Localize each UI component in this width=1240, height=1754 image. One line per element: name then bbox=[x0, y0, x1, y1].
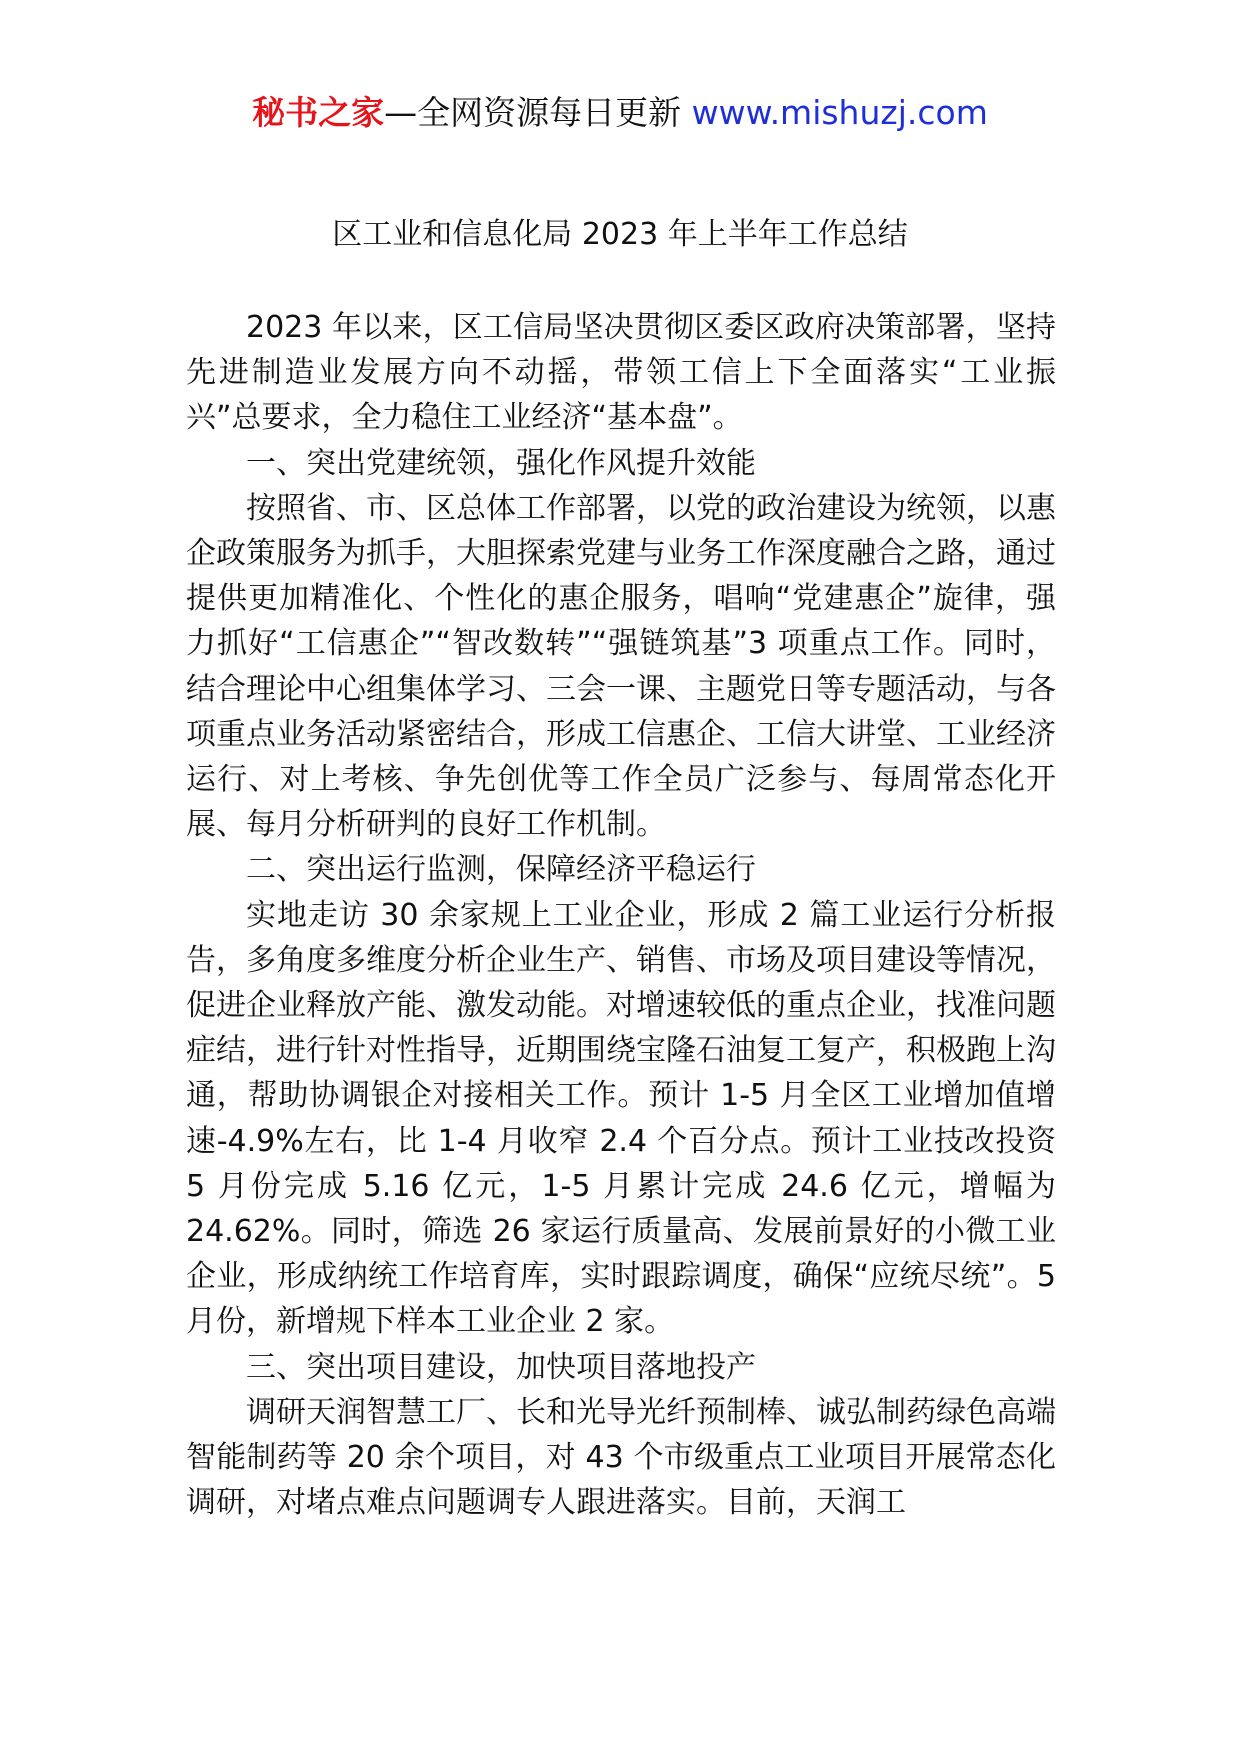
intro-paragraph: 2023 年以来，区工信局坚决贯彻区委区政府决策部署，坚持先进制造业发展方向不动摇，带领工信上下全面落实“工业振兴”总要求，全力稳住工业经济“基本盘”。 bbox=[186, 310, 1056, 436]
document-body bbox=[186, 305, 1056, 1525]
site-header bbox=[0, 90, 1240, 136]
site-url-link[interactable]: www.mishuzj.com bbox=[691, 93, 988, 132]
section-paragraph-3: 调研天润智慧工厂、长和光导光纤预制棒、诚弘制药绿色高端智能制药等 20 余个项目，对 43 个市级重点工业项目开展常态化调研，对堵点难点问题调专人跟进落实。目前，天润工 bbox=[186, 1394, 1056, 1521]
section-heading-1: 一、突出党建统领，强化作风提升效能 bbox=[246, 445, 756, 481]
site-tagline: —全网资源每日更新 bbox=[384, 93, 692, 132]
site-brand: 秘书之家 bbox=[252, 93, 385, 132]
section-heading-3: 三、突出项目建设，加快项目落地投产 bbox=[246, 1349, 756, 1385]
section-paragraph-1: 按照省、市、区总体工作部署，以党的政治建设为统领，以惠企政策服务为抓手，大胆探索党建与业务工作深度融合之路，通过提供更加精准化、个性化的惠企服务，唱响“党建惠企”旋律，强力抓好“工信惠企”“智改数转”“强链筑基”3 项重点工作。同时，结合理论中心组集体学习、三会一课、主题党日等专题活动，与各项重点业务活动紧密结合，形成工信惠企、工信大讲堂、工业经济运行、对上考核、争先创优等工作全员广泛参与、每周常态化开展、每月分析研判的良好工作机制。 bbox=[186, 490, 1056, 843]
document-title: 区工业和信息化局 2023 年上半年工作总结 bbox=[332, 217, 908, 252]
section-paragraph-2: 实地走访 30 余家规上工业企业，形成 2 篇工业运行分析报告，多角度多维度分析企业生产、销售、市场及项目建设等情况，促进企业释放产能、激发动能。对增速较低的重点企业，找准问题症结，进行针对性指导，近期围绕宝隆石油复工复产，积极跑上沟通，帮助协调银企对接相关工作。预计 1-5 月全区工业增加值增速-4.9%左右，比 1-4 月收窄 2.4 个百分点。预计工业技改投资 5 月份完成 5.16 亿元，1-5 月累计完成 24.6 亿元，增幅为 24.62%。同时，筛选 26 家运行质量高、发展前景好的小微工业企业，形成纳统工作培育库，实时跟踪调度，确保“应统尽统”。5 月份，新增规下样本工业企业 2 家。 bbox=[186, 897, 1056, 1340]
section-heading-2: 二、突出运行监测，保障经济平稳运行 bbox=[246, 852, 756, 888]
